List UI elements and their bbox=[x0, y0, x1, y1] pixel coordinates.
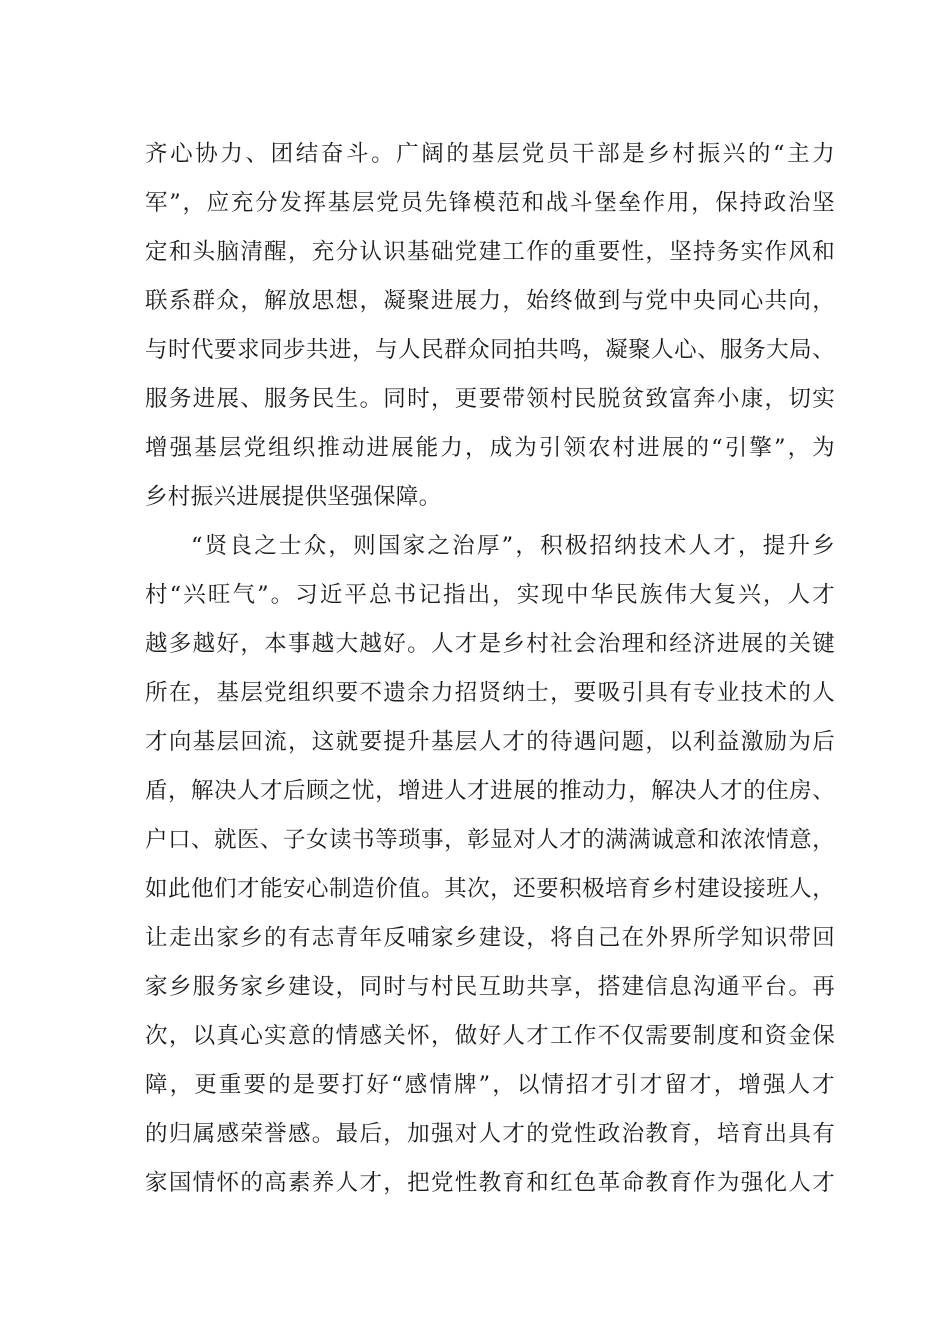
document-body bbox=[145, 130, 835, 1208]
text-line: 所在，基层党组织要不遗余力招贤纳士，要吸引具有专业技术的人 bbox=[145, 680, 835, 706]
text-line: 乡村振兴进展提供坚强保障。 bbox=[145, 484, 442, 510]
paragraph-2 bbox=[145, 522, 835, 1208]
text-line: 障，更重要的是要打好“感情牌”，以情招才引才留才，增强人才 bbox=[145, 1072, 835, 1098]
text-line: 越多越好，本事越大越好。人才是乡村社会治理和经济进展的关键 bbox=[145, 631, 835, 657]
text-line: 定和头脑清醒，充分认识基础党建工作的重要性，坚持务实作风和 bbox=[145, 239, 835, 265]
text-line: 齐心协力、团结奋斗。广阔的基层党员干部是乡村振兴的“主力 bbox=[145, 141, 835, 167]
text-line: 与时代要求同步共进，与人民群众同拍共鸣，凝聚人心、服务大局、 bbox=[145, 337, 835, 363]
text-line: 让走出家乡的有志青年反哺家乡建设，将自己在外界所学知识带回 bbox=[145, 925, 835, 951]
text-line: 联系群众，解放思想，凝聚进展力，始终做到与党中央同心共向， bbox=[145, 288, 835, 314]
text-line: 次，以真心实意的情感关怀，做好人才工作不仅需要制度和资金保 bbox=[145, 1023, 835, 1049]
text-line: 才向基层回流，这就要提升基层人才的待遇问题，以利益激励为后 bbox=[145, 729, 835, 755]
text-line: 如此他们才能安心制造价值。其次，还要积极培育乡村建设接班人， bbox=[145, 876, 835, 902]
paragraph-1 bbox=[145, 130, 835, 522]
text-line: 服务进展、服务民生。同时，更要带领村民脱贫致富奔小康，切实 bbox=[145, 386, 835, 412]
text-line: 家乡服务家乡建设，同时与村民互助共享，搭建信息沟通平台。再 bbox=[145, 974, 835, 1000]
text-line: 的归属感荣誉感。最后，加强对人才的党性政治教育，培育出具有 bbox=[145, 1121, 835, 1147]
text-line: 村“兴旺气”。习近平总书记指出，实现中华民族伟大复兴，人才 bbox=[145, 582, 835, 608]
text-line: 增强基层党组织推动进展能力，成为引领农村进展的“引擎”，为 bbox=[145, 435, 835, 461]
text-line: 军”，应充分发挥基层党员先锋模范和战斗堡垒作用，保持政治坚 bbox=[145, 190, 835, 216]
text-line: 家国情怀的高素养人才，把党性教育和红色革命教育作为强化人才 bbox=[145, 1170, 835, 1196]
text-line: “贤良之士众，则国家之治厚”，积极招纳技术人才，提升乡 bbox=[191, 533, 835, 559]
text-line: 盾，解决人才后顾之忧，增进人才进展的推动力，解决人才的住房、 bbox=[145, 778, 835, 804]
text-line: 户口、就医、子女读书等琐事，彰显对人才的满满诚意和浓浓情意， bbox=[145, 827, 835, 853]
